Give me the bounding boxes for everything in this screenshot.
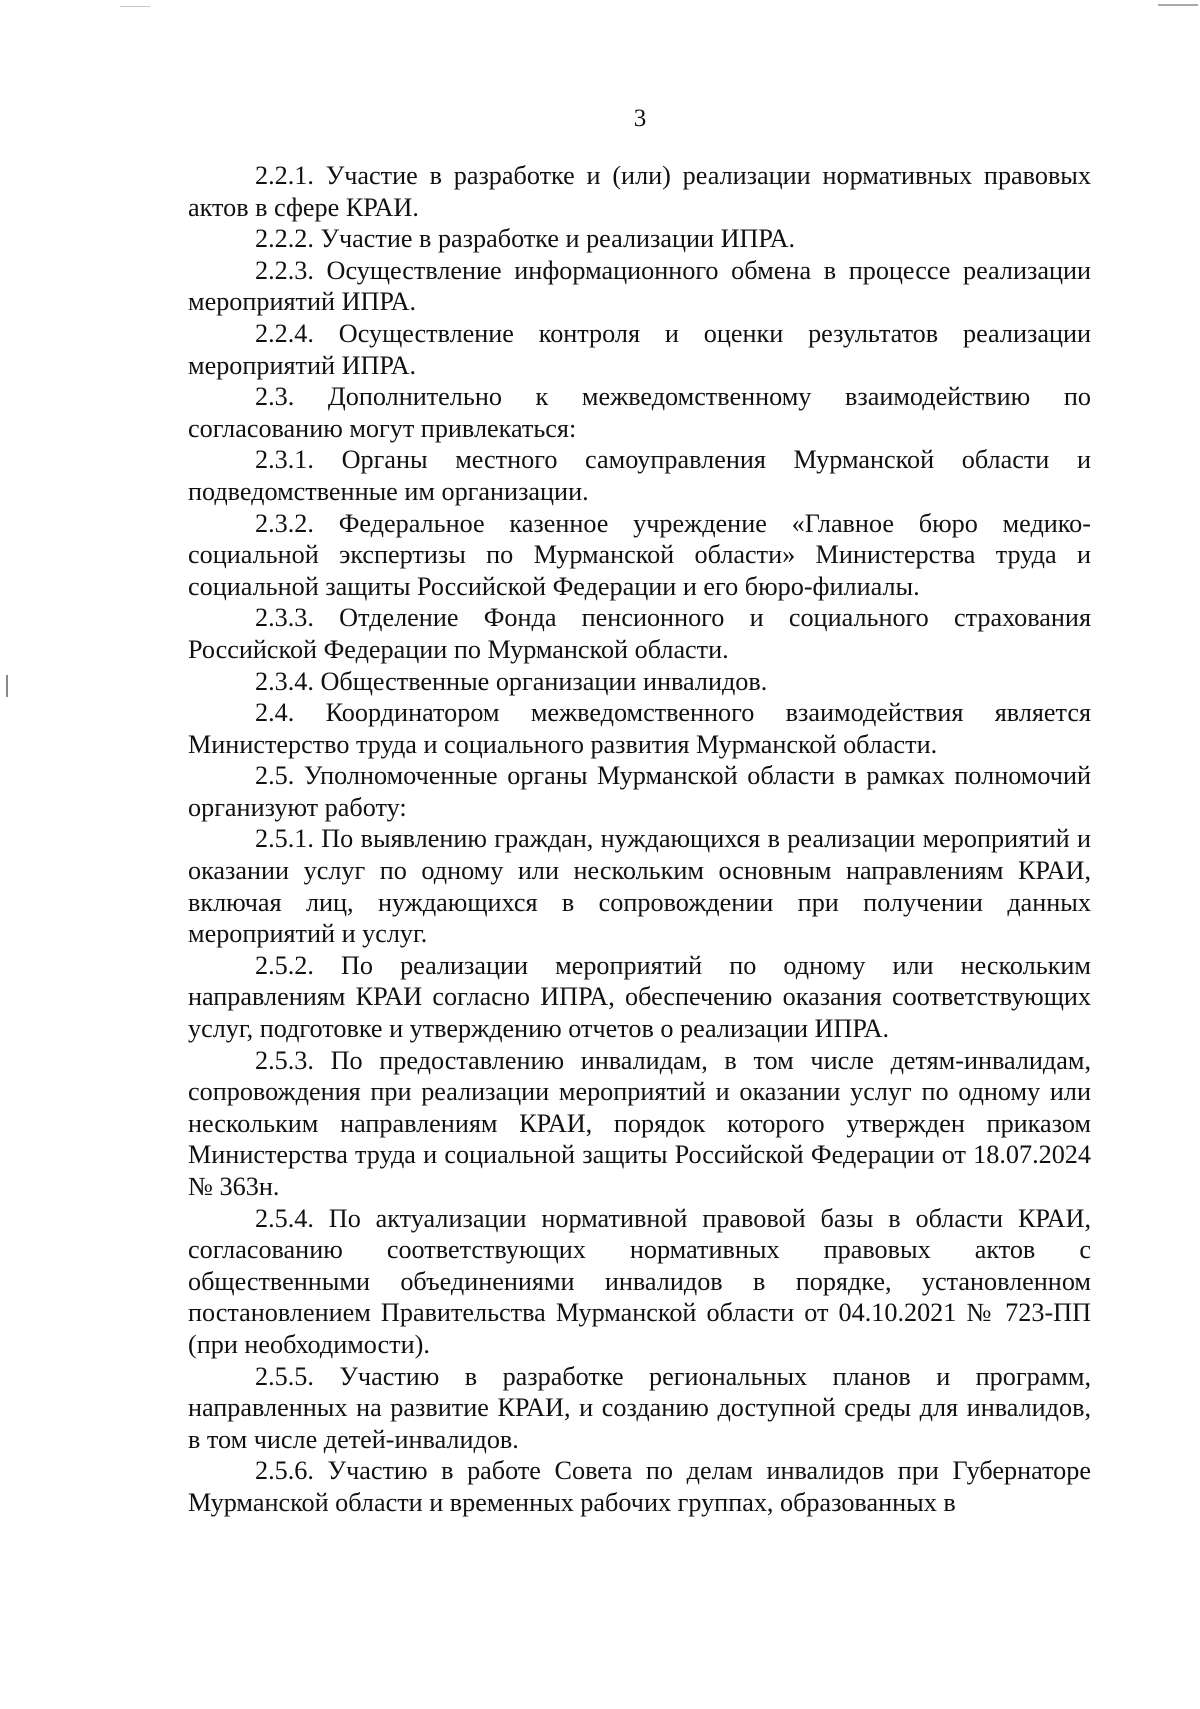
paragraph-2-5-2: 2.5.2. По реализации мероприятий по одному или нескольким направлениям КРАИ согласно ИПРА, обеспечению оказания соответствующих услуг, подготовке и утверждению отчетов о реализации ИПРА. xyxy=(188,950,1091,1044)
paragraph-2-3-3: 2.3.3. Отделение Фонда пенсионного и социального страхования Российской Федерации по Мурманской области. xyxy=(188,603,1091,664)
paragraph-2-5-1: 2.5.1. По выявлению граждан, нуждающихся в реализации мероприятий и оказании услуг по одному или нескольким основным направлениям КРАИ, включая лиц, нуждающихся в сопровождении при получении данных мероприятий и услуг. xyxy=(188,824,1091,949)
page-number: 3 xyxy=(633,105,647,132)
paragraph-2-2-1: 2.2.1. Участие в разработке и (или) реализации нормативных правовых актов в сфере КРАИ. xyxy=(188,161,1091,222)
paragraph-2-5-3: 2.5.3. По предоставлению инвалидам, в том числе детям-инвалидам, сопровождения при реализации мероприятий и оказании услуг по одному или нескольким направлениям КРАИ, порядок которого утвержден приказом Министерства труда и социальной защиты Российской Федерации от 18.07.2024 № 363н. xyxy=(188,1045,1091,1201)
paragraph-2-2-3: 2.2.3. Осуществление информационного обмена в процессе реализации мероприятий ИПРА. xyxy=(188,255,1091,317)
paragraph-2-5-6: 2.5.6. Участию в работе Совета по делам инвалидов при Губернаторе Мурманской области и временных рабочих группах, образованных в xyxy=(188,1456,1091,1517)
paragraph-2-2-4: 2.2.4. Осуществление контроля и оценки результатов реализации мероприятий ИПРА. xyxy=(188,318,1091,380)
paragraph-2-5-4: 2.5.4. По актуализации нормативной правовой базы в области КРАИ, согласованию соответствующих нормативных правовых актов с общественными объединениями инвалидов в порядке, установленном постановлением Правительства Мурманской области от 04.10.2021 № 723-ПП (при необходимости). xyxy=(188,1203,1091,1359)
scan-artifact-top-left xyxy=(120,6,150,7)
scan-artifact-left-edge xyxy=(6,675,8,697)
paragraph-2-4: 2.4. Координатором межведомственного взаимодействия является Министерство труда и социального развития Мурманской области. xyxy=(188,698,1091,759)
document-body xyxy=(188,160,1091,1519)
paragraph-2-5: 2.5. Уполномоченные органы Мурманской области в рамках полномочий организуют работу: xyxy=(188,761,1091,822)
paragraph-2-3-2: 2.3.2. Федеральное казенное учреждение «Главное бюро медико-социальной экспертизы по Мурманской области» Министерства труда и социальной защиты Российской Федерации и его бюро-филиалы. xyxy=(188,508,1091,601)
paragraph-2-5-5: 2.5.5. Участию в разработке региональных планов и программ, направленных на развитие КРАИ, и созданию доступной среды для инвалидов, в том числе детей-инвалидов. xyxy=(188,1361,1091,1454)
paragraph-2-3-1: 2.3.1. Органы местного самоуправления Мурманской области и подведомственные им организации. xyxy=(188,445,1091,506)
scan-artifact-top-right xyxy=(1158,4,1198,6)
paragraph-2-3: 2.3. Дополнительно к межведомственному взаимодействию по согласованию могут привлекаться: xyxy=(188,382,1091,443)
paragraph-2-2-2: 2.2.2. Участие в разработке и реализации ИПРА. xyxy=(255,224,796,254)
paragraph-2-3-4: 2.3.4. Общественные организации инвалидов. xyxy=(255,666,768,696)
